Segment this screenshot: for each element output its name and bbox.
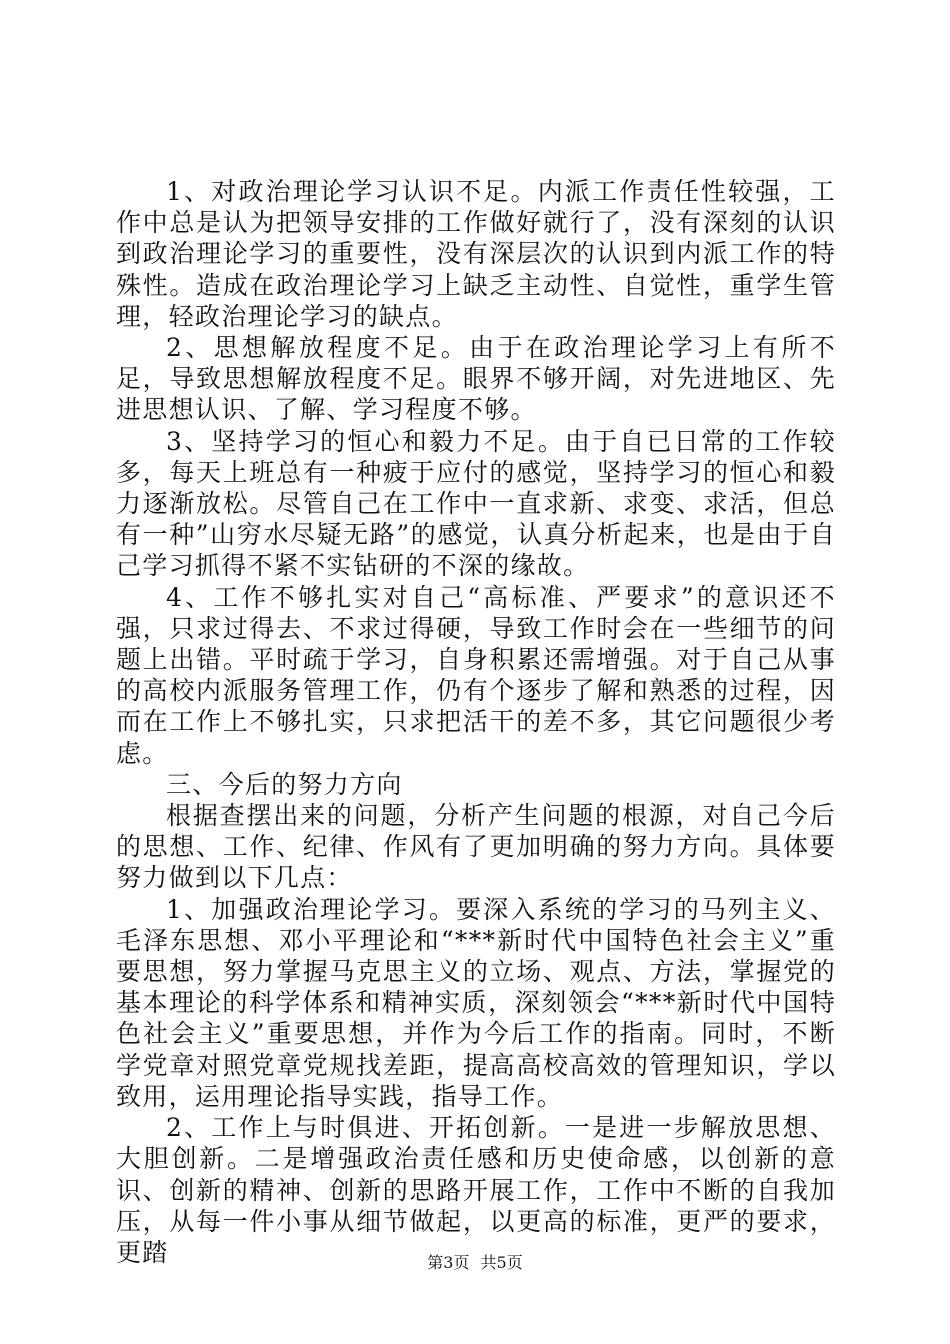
page-total: 共5页 xyxy=(480,1253,523,1272)
document-body xyxy=(116,176,836,1268)
paragraph-problem-4: 4、工作不够扎实对自己“高标准、严要求”的意识还不强，只求过得去、不求过得硬，导致工作时会在一些细节的问题上出错。平时疏于学习，自身积累还需增强。对于自己从事的高校内派服务管理工作，仍有个逐步了解和熟悉的过程，因而在工作上不够扎实，只求把活干的差不多，其它问题很少考虑。 xyxy=(116,582,836,768)
paragraph-direction-1: 1、加强政治理论学习。要深入系统的学习的马列主义、毛泽东思想、邓小平理论和“***新时代中国特色社会主义”重要思想，努力掌握马克思主义的立场、观点、方法，掌握党的基本理论的科学体系和精神实质，深刻领会“***新时代中国特色社会主义”重要思想，并作为今后工作的指南。同时，不断学党章对照党章党规找差距，提高高校高效的管理知识，学以致用，运用理论指导实践，指导工作。 xyxy=(116,894,836,1111)
page-number: 第3页 xyxy=(427,1253,470,1272)
paragraph-problem-1: 1、对政治理论学习认识不足。内派工作责任性较强，工作中总是认为把领导安排的工作做好就行了，没有深刻的认识到政治理论学习的重要性，没有深层次的认识到内派工作的特殊性。造成在政治理论学习上缺乏主动性、自觉性，重学生管理，轻政治理论学习的缺点。 xyxy=(116,177,836,331)
paragraph-direction-2: 2、工作上与时俱进、开拓创新。一是进一步解放思想、大胆创新。二是增强政治责任感和历史使命感，以创新的意识、创新的精神、创新的思路开展工作，工作中不断的自我加压，从每一件小事从细节做起，以更高的标准，更严的要求，更踏 xyxy=(116,1113,836,1267)
paragraph-problem-3: 3、坚持学习的恒心和毅力不足。由于自已日常的工作较多，每天上班总有一种疲于应付的感觉，坚持学习的恒心和毅力逐渐放松。尽管自己在工作中一直求新、求变、求活，但总有一种”山穷水尽疑无路”的感觉，认真分析起来，也是由于自己学习抓得不紧不实钻研的不深的缘故。 xyxy=(116,426,836,581)
section-heading-direction: 三、今后的努力方向 xyxy=(166,769,403,799)
paragraph-direction-intro: 根据查摆出来的问题，分析产生问题的根源，对自己今后的思想、工作、纪律、作风有了更加明确的努力方向。具体要努力做到以下几点： xyxy=(116,801,836,893)
page-footer xyxy=(0,1253,950,1273)
paragraph-problem-2: 2、思想解放程度不足。由于在政治理论学习上有所不足，导致思想解放程度不足。眼界不够开阔，对先进地区、先进思想认识、了解、学习程度不够。 xyxy=(116,333,836,425)
